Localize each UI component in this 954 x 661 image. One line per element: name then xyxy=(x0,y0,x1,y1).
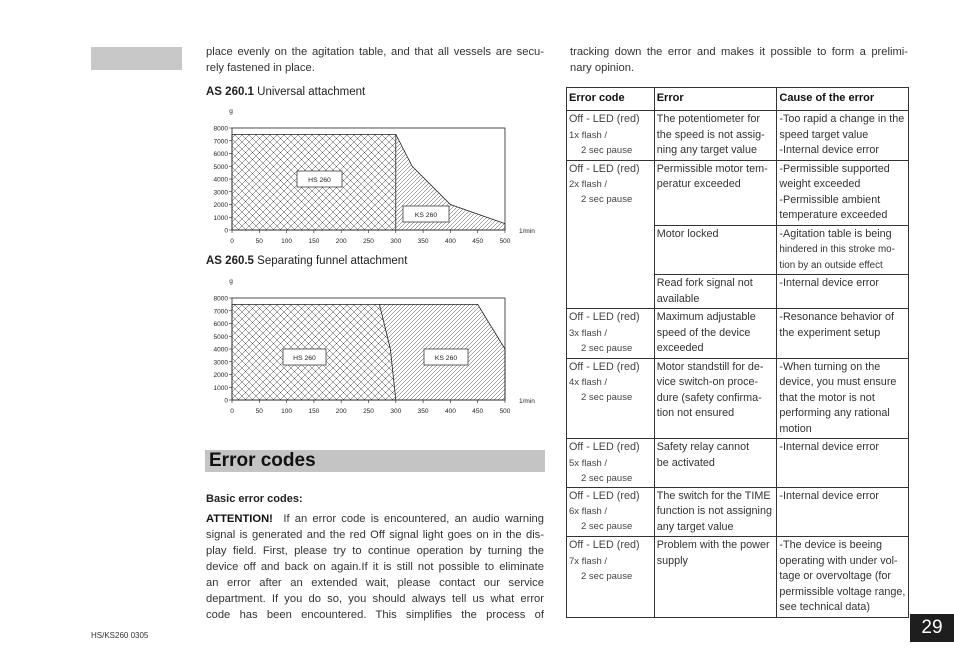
cause-line: the experiment setup xyxy=(779,326,881,339)
cause-line: permissible voltage range, xyxy=(779,585,906,598)
error-code-cell xyxy=(567,111,655,161)
error-line: vice switch-on proce- xyxy=(656,376,759,388)
error-cell xyxy=(654,160,777,225)
table-row xyxy=(567,537,909,618)
y-axis-label: g xyxy=(229,108,233,115)
chart1-heading xyxy=(206,86,365,98)
error-line: function is not assigning xyxy=(656,505,772,517)
series-label: HS 260 xyxy=(308,177,331,184)
error-line: The potentiometer for xyxy=(656,113,760,125)
chart-universal-attachment xyxy=(200,100,550,250)
y-tick-label: 1000 xyxy=(213,384,228,392)
pause-duration: 2 sec pause xyxy=(581,144,633,156)
error-cell xyxy=(654,225,777,275)
series-label: KS 260 xyxy=(414,212,438,219)
cause-line: -Permissible ambient xyxy=(779,193,881,206)
right-intro xyxy=(570,44,908,76)
pause-duration: 2 sec pause xyxy=(581,570,633,582)
text-line: nary opinion. xyxy=(570,62,635,74)
table-row xyxy=(567,111,909,161)
cause-line: -Internal device error xyxy=(779,489,880,502)
y-tick-label: 2000 xyxy=(213,202,228,209)
error-line: Motor locked xyxy=(656,227,719,240)
col-header-cause: Cause of the error xyxy=(777,88,909,111)
attention-paragraph xyxy=(206,511,544,623)
x-tick-label: 500 xyxy=(499,238,511,245)
series-label: HS 260 xyxy=(293,355,316,362)
error-line: Motor standstill for de- xyxy=(656,360,764,373)
error-cell xyxy=(654,309,777,359)
x-tick-label: 250 xyxy=(363,408,374,415)
x-tick-label: 450 xyxy=(472,238,484,245)
x-tick-label: 450 xyxy=(472,408,484,415)
x-tick-label: 300 xyxy=(390,408,402,415)
chart-separating-funnel-attachment xyxy=(200,270,550,422)
y-tick-label: 3000 xyxy=(213,359,228,367)
chart2-model: AS 260.5 xyxy=(206,255,254,267)
x-tick-label: 200 xyxy=(335,408,347,415)
x-tick-label: 400 xyxy=(444,238,456,245)
table-row xyxy=(567,439,909,488)
basic-heading: Basic error codes: xyxy=(206,493,303,505)
error-line: supply xyxy=(656,554,688,567)
led-label: Off - LED (red) xyxy=(569,360,640,373)
error-line: Permissible motor tem- xyxy=(656,162,768,175)
flash-count: 4x flash / xyxy=(569,377,608,388)
attention-text: If an error code is encountered, an audio warning xyxy=(283,513,544,525)
col-header-error: Error xyxy=(654,88,777,111)
y-tick-label: 5000 xyxy=(213,333,228,341)
x-tick-label: 200 xyxy=(335,238,347,245)
x-tick-label: 300 xyxy=(390,238,402,245)
led-label: Off - LED (red) xyxy=(569,113,640,125)
error-line: dure (safety confirma- xyxy=(656,391,762,404)
table-row xyxy=(567,309,909,359)
cause-line: operating with under vol- xyxy=(779,554,898,567)
error-line: The switch for the TIME xyxy=(656,489,771,502)
y-axis-label: g xyxy=(229,278,233,285)
x-tick-label: 150 xyxy=(308,408,320,415)
error-line: speed of the device xyxy=(656,326,751,339)
cause-line: -Too rapid a change in the xyxy=(779,113,905,125)
error-code-cell xyxy=(567,358,655,439)
error-cell xyxy=(654,439,777,488)
error-code-cell xyxy=(567,487,655,537)
text-line: place evenly on the agitation table, and that all vessels are secu- xyxy=(206,46,544,58)
cause-line: speed target value xyxy=(779,128,869,141)
led-label: Off - LED (red) xyxy=(569,539,640,551)
cause-line: -Internal device error xyxy=(779,441,880,453)
error-line: exceeded xyxy=(656,342,704,354)
cause-line: temperature exceeded xyxy=(779,209,888,221)
x-tick-label: 350 xyxy=(417,238,429,245)
x-tick-label: 250 xyxy=(363,238,374,245)
x-tick-label: 50 xyxy=(255,238,263,245)
text-line xyxy=(206,511,544,527)
cause-line: see technical data) xyxy=(779,601,871,613)
cause-cell xyxy=(777,439,909,488)
cause-line: device, you must ensure xyxy=(779,376,897,388)
footer-code: HS/KS260 0305 xyxy=(91,631,149,640)
section-title: Error codes xyxy=(209,450,316,471)
text-line: device off and back on again.If it is still not possible to eliminate xyxy=(206,561,544,573)
series-label: KS 260 xyxy=(434,355,458,362)
col-header-error-code: Error code xyxy=(567,88,655,111)
page-number: 29 xyxy=(910,614,954,642)
chart2-name: Separating funnel attachment xyxy=(257,255,408,267)
flash-count: 5x flash / xyxy=(569,457,608,469)
cause-line: performing any rational xyxy=(779,407,890,419)
y-tick-label: 6000 xyxy=(213,151,228,158)
error-code-cell xyxy=(567,537,655,618)
y-tick-label: 0 xyxy=(224,397,228,405)
pause-duration: 2 sec pause xyxy=(581,342,633,354)
error-line: ning any target value xyxy=(656,144,757,156)
x-tick-label: 100 xyxy=(281,238,293,245)
cause-cell xyxy=(777,225,909,275)
attention-label: ATTENTION! xyxy=(206,513,273,525)
error-line: Safety relay cannot xyxy=(656,441,750,453)
led-label: Off - LED (red) xyxy=(569,489,640,502)
cause-cell xyxy=(777,309,909,359)
text-line: code has been encountered. This simplifies the process of xyxy=(206,609,544,621)
error-code-table xyxy=(566,87,909,618)
error-cell xyxy=(654,487,777,537)
error-cell xyxy=(654,537,777,618)
text-line: an error after an extended wait, please contact our service xyxy=(206,577,544,589)
chart2-heading xyxy=(206,255,407,267)
x-tick-label: 0 xyxy=(230,408,234,415)
flash-count: 7x flash / xyxy=(569,555,608,567)
text-line: signal is generated and the red Off signal light goes on in the dis- xyxy=(206,529,544,541)
text-line: rely fastened in place. xyxy=(206,62,315,74)
cause-line: -When turning on the xyxy=(779,360,881,373)
error-line: available xyxy=(656,292,700,305)
x-axis-label: 1/min xyxy=(519,398,535,405)
cause-cell xyxy=(777,111,909,161)
chart1-model: AS 260.1 xyxy=(206,86,254,98)
error-line: Problem with the power xyxy=(656,539,770,551)
error-line: Maximum adjustable xyxy=(656,311,756,323)
table-row xyxy=(567,358,909,439)
y-tick-label: 1000 xyxy=(213,214,228,222)
y-tick-label: 3000 xyxy=(213,189,228,197)
cause-cell xyxy=(777,487,909,537)
y-tick-label: 0 xyxy=(224,227,228,235)
led-label: Off - LED (red) xyxy=(569,441,640,453)
cause-line: motion xyxy=(779,422,812,435)
cause-line: -Internal device error xyxy=(779,144,880,156)
cause-line: tage or overvoltage (for xyxy=(779,570,892,582)
error-code-cell xyxy=(567,439,655,488)
y-tick-label: 5000 xyxy=(213,163,228,171)
cause-line: weight exceeded xyxy=(779,178,861,190)
error-line: peratur exceeded xyxy=(656,178,741,190)
x-tick-label: 50 xyxy=(255,408,263,415)
led-label: Off - LED (red) xyxy=(569,311,640,323)
cause-line: tion by an outside effect xyxy=(779,259,883,271)
text-line: play field. First, please try to continue operation by turning the xyxy=(206,545,544,557)
chart1-name: Universal attachment xyxy=(257,86,366,98)
led-label: Off - LED (red) xyxy=(569,162,640,175)
cause-line: -Resonance behavior of xyxy=(779,311,895,323)
error-line: Read fork signal not xyxy=(656,277,753,289)
error-line: any target value xyxy=(656,520,734,533)
cause-cell xyxy=(777,160,909,225)
left-intro xyxy=(206,44,544,76)
table-row xyxy=(567,487,909,537)
cause-line: -Agitation table is being xyxy=(779,227,892,240)
text-line: department. If you do so, you should always tell us what error xyxy=(206,593,544,605)
y-tick-label: 4000 xyxy=(213,346,228,354)
cause-cell xyxy=(777,358,909,439)
x-tick-label: 400 xyxy=(444,408,456,415)
x-tick-label: 500 xyxy=(499,408,511,415)
cause-cell xyxy=(777,275,909,309)
error-line: be activated xyxy=(656,456,715,469)
flash-count: 6x flash / xyxy=(569,506,608,517)
cause-line: -The device is beeing xyxy=(779,539,883,551)
pause-duration: 2 sec pause xyxy=(581,194,633,205)
y-tick-label: 7000 xyxy=(213,138,228,146)
x-tick-label: 150 xyxy=(308,238,320,245)
flash-count: 1x flash / xyxy=(569,129,608,141)
x-tick-label: 100 xyxy=(281,408,293,415)
flash-count: 2x flash / xyxy=(569,179,608,190)
cause-line: hindered in this stroke mo- xyxy=(779,244,895,255)
cause-cell xyxy=(777,537,909,618)
y-tick-label: 7000 xyxy=(213,308,228,316)
y-tick-label: 6000 xyxy=(213,321,228,328)
x-axis-label: 1/min xyxy=(519,228,535,235)
pause-duration: 2 sec pause xyxy=(581,521,633,532)
error-cell xyxy=(654,275,777,309)
error-line: tion not ensured xyxy=(656,407,735,419)
table-header-row xyxy=(567,88,909,111)
pause-duration: 2 sec pause xyxy=(581,392,633,403)
pause-duration: 2 sec pause xyxy=(581,472,633,484)
y-tick-label: 8000 xyxy=(213,295,228,303)
y-tick-label: 2000 xyxy=(213,372,228,379)
text-line: tracking down the error and makes it possible to form a prelimi- xyxy=(570,46,908,58)
y-tick-label: 8000 xyxy=(213,125,228,133)
error-code-cell xyxy=(567,160,655,309)
cause-line: -Internal device error xyxy=(779,277,880,289)
cause-line: -Permissible supported xyxy=(779,162,890,175)
table-row xyxy=(567,160,909,225)
error-code-cell xyxy=(567,309,655,359)
y-tick-label: 4000 xyxy=(213,176,228,184)
cause-line: that the motor is not xyxy=(779,391,875,404)
error-line: the speed is not assig- xyxy=(656,128,765,141)
error-cell xyxy=(654,358,777,439)
side-tab-bar xyxy=(91,47,182,70)
x-tick-label: 0 xyxy=(230,238,234,245)
flash-count: 3x flash / xyxy=(569,327,608,339)
error-cell xyxy=(654,111,777,161)
x-tick-label: 350 xyxy=(417,408,429,415)
